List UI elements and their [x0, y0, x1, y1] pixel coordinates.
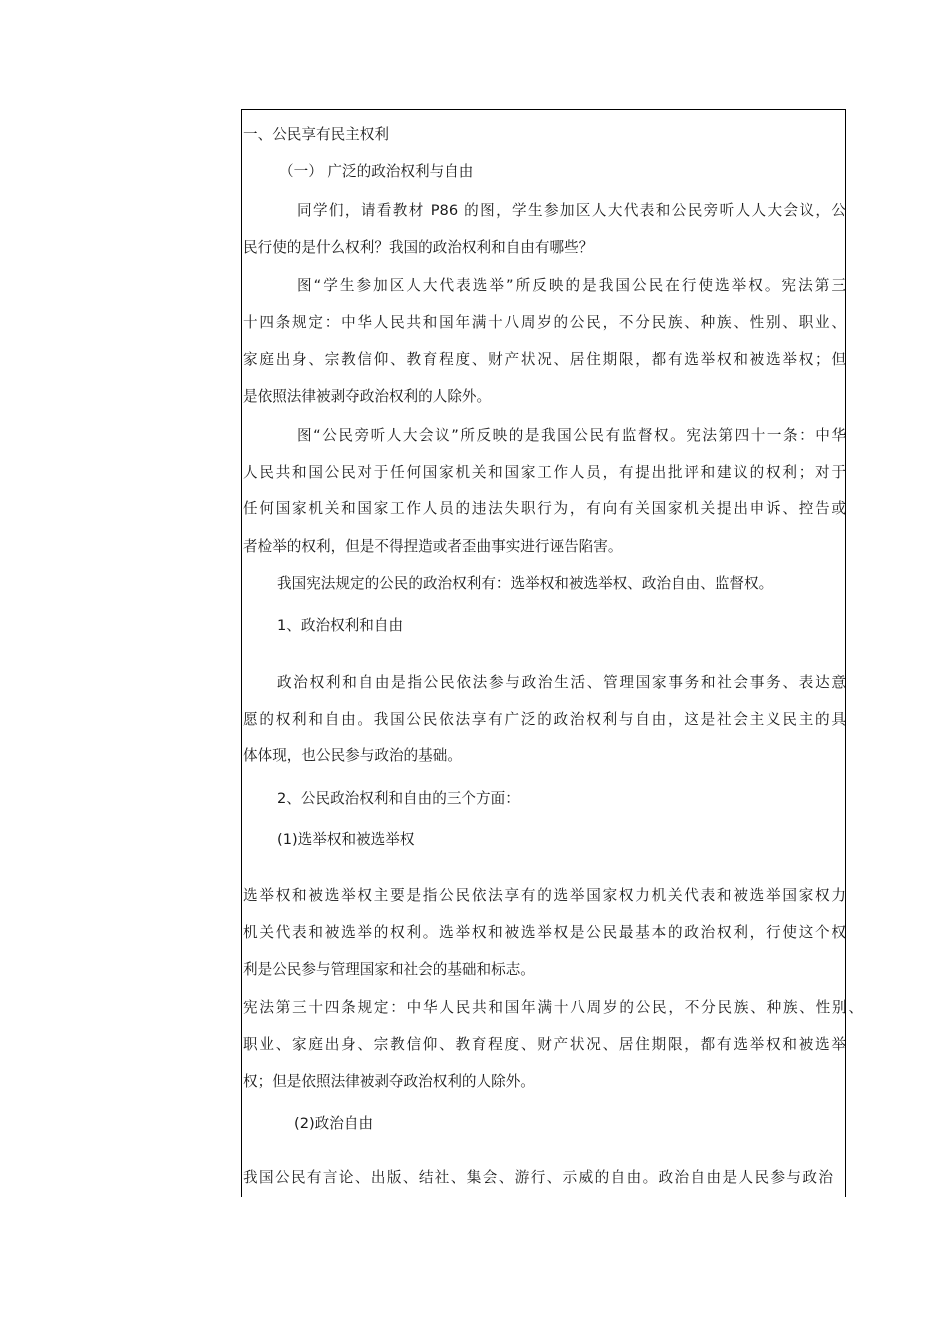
item-heading: 2、公民政治权利和自由的三个方面： [277, 790, 520, 807]
paragraph-line: 愿的权利和自由。我国公民依法享有广泛的政治权利与自由，这是社会主义民主的具 [243, 711, 846, 728]
sub-heading: （一） 广泛的政治权利与自由 [279, 163, 474, 180]
item-heading: 1、政治权利和自由 [277, 617, 404, 634]
section-heading: 一、公民享有民主权利 [243, 126, 389, 143]
paragraph-line: 者检举的权利，但是不得捏造或者歪曲事实进行诬告陷害。 [243, 538, 623, 555]
paragraph-line: 我国公民有言论、出版、结社、集会、游行、示威的自由。政治自由是人民参与政治 [243, 1169, 833, 1186]
paragraph-line: 选举权和被选举权主要是指公民依法享有的选举国家权力机关代表和被选举国家权力 [243, 887, 846, 904]
paragraph-line: 同学们，请看教材 P86 的图，学生参加区人大代表和公民旁听人人大会议，公 [297, 202, 846, 219]
paragraph-line: 民行使的是什么权利？我国的政治权利和自由有哪些？ [243, 239, 594, 256]
paragraph-line: 图“公民旁听人大会议”所反映的是我国公民有监督权。宪法第四十一条：中华 [297, 427, 846, 444]
paragraph-line: 人民共和国公民对于任何国家机关和国家工作人员，有提出批评和建议的权利；对于 [243, 464, 846, 481]
paragraph-line: 任何国家机关和国家工作人员的违法失职行为，有向有关国家机关提出申诉、控告或 [243, 500, 846, 517]
paragraph-line: 我国宪法规定的公民的政治权利有：选举权和被选举权、政治自由、监督权。 [277, 575, 774, 592]
paragraph-line: 体体现，也公民参与政治的基础。 [243, 747, 462, 764]
content-table-cell [241, 109, 846, 1197]
paragraph-line: 是依照法律被剥夺政治权利的人除外。 [243, 388, 492, 405]
paragraph-line: 家庭出身、宗教信仰、教育程度、财产状况、居住期限，都有选举权和被选举权；但 [243, 351, 846, 368]
paragraph-line: 宪法第三十四条规定：中华人民共和国年满十八周岁的公民，不分民族、种族、性别、 [243, 999, 863, 1016]
paragraph-line: 政治权利和自由是指公民依法参与政治生活、管理国家事务和社会事务、表达意 [277, 674, 846, 691]
paragraph-line: 机关代表和被选举的权利。选举权和被选举权是公民最基本的政治权利，行使这个权 [243, 924, 846, 941]
paragraph-line: 职业、家庭出身、宗教信仰、教育程度、财产状况、居住期限，都有选举权和被选举 [243, 1036, 846, 1053]
paragraph-line: 权；但是依照法律被剥夺政治权利的人除外。 [243, 1073, 535, 1090]
item-heading: (1)选举权和被选举权 [277, 831, 415, 848]
paragraph-line: 图“学生参加区人大代表选举”所反映的是我国公民在行使选举权。宪法第三 [297, 277, 846, 294]
item-heading: (2)政治自由 [294, 1115, 374, 1132]
paragraph-line: 十四条规定：中华人民共和国年满十八周岁的公民，不分民族、种族、性别、职业、 [243, 314, 846, 331]
paragraph-line: 利是公民参与管理国家和社会的基础和标志。 [243, 961, 535, 978]
